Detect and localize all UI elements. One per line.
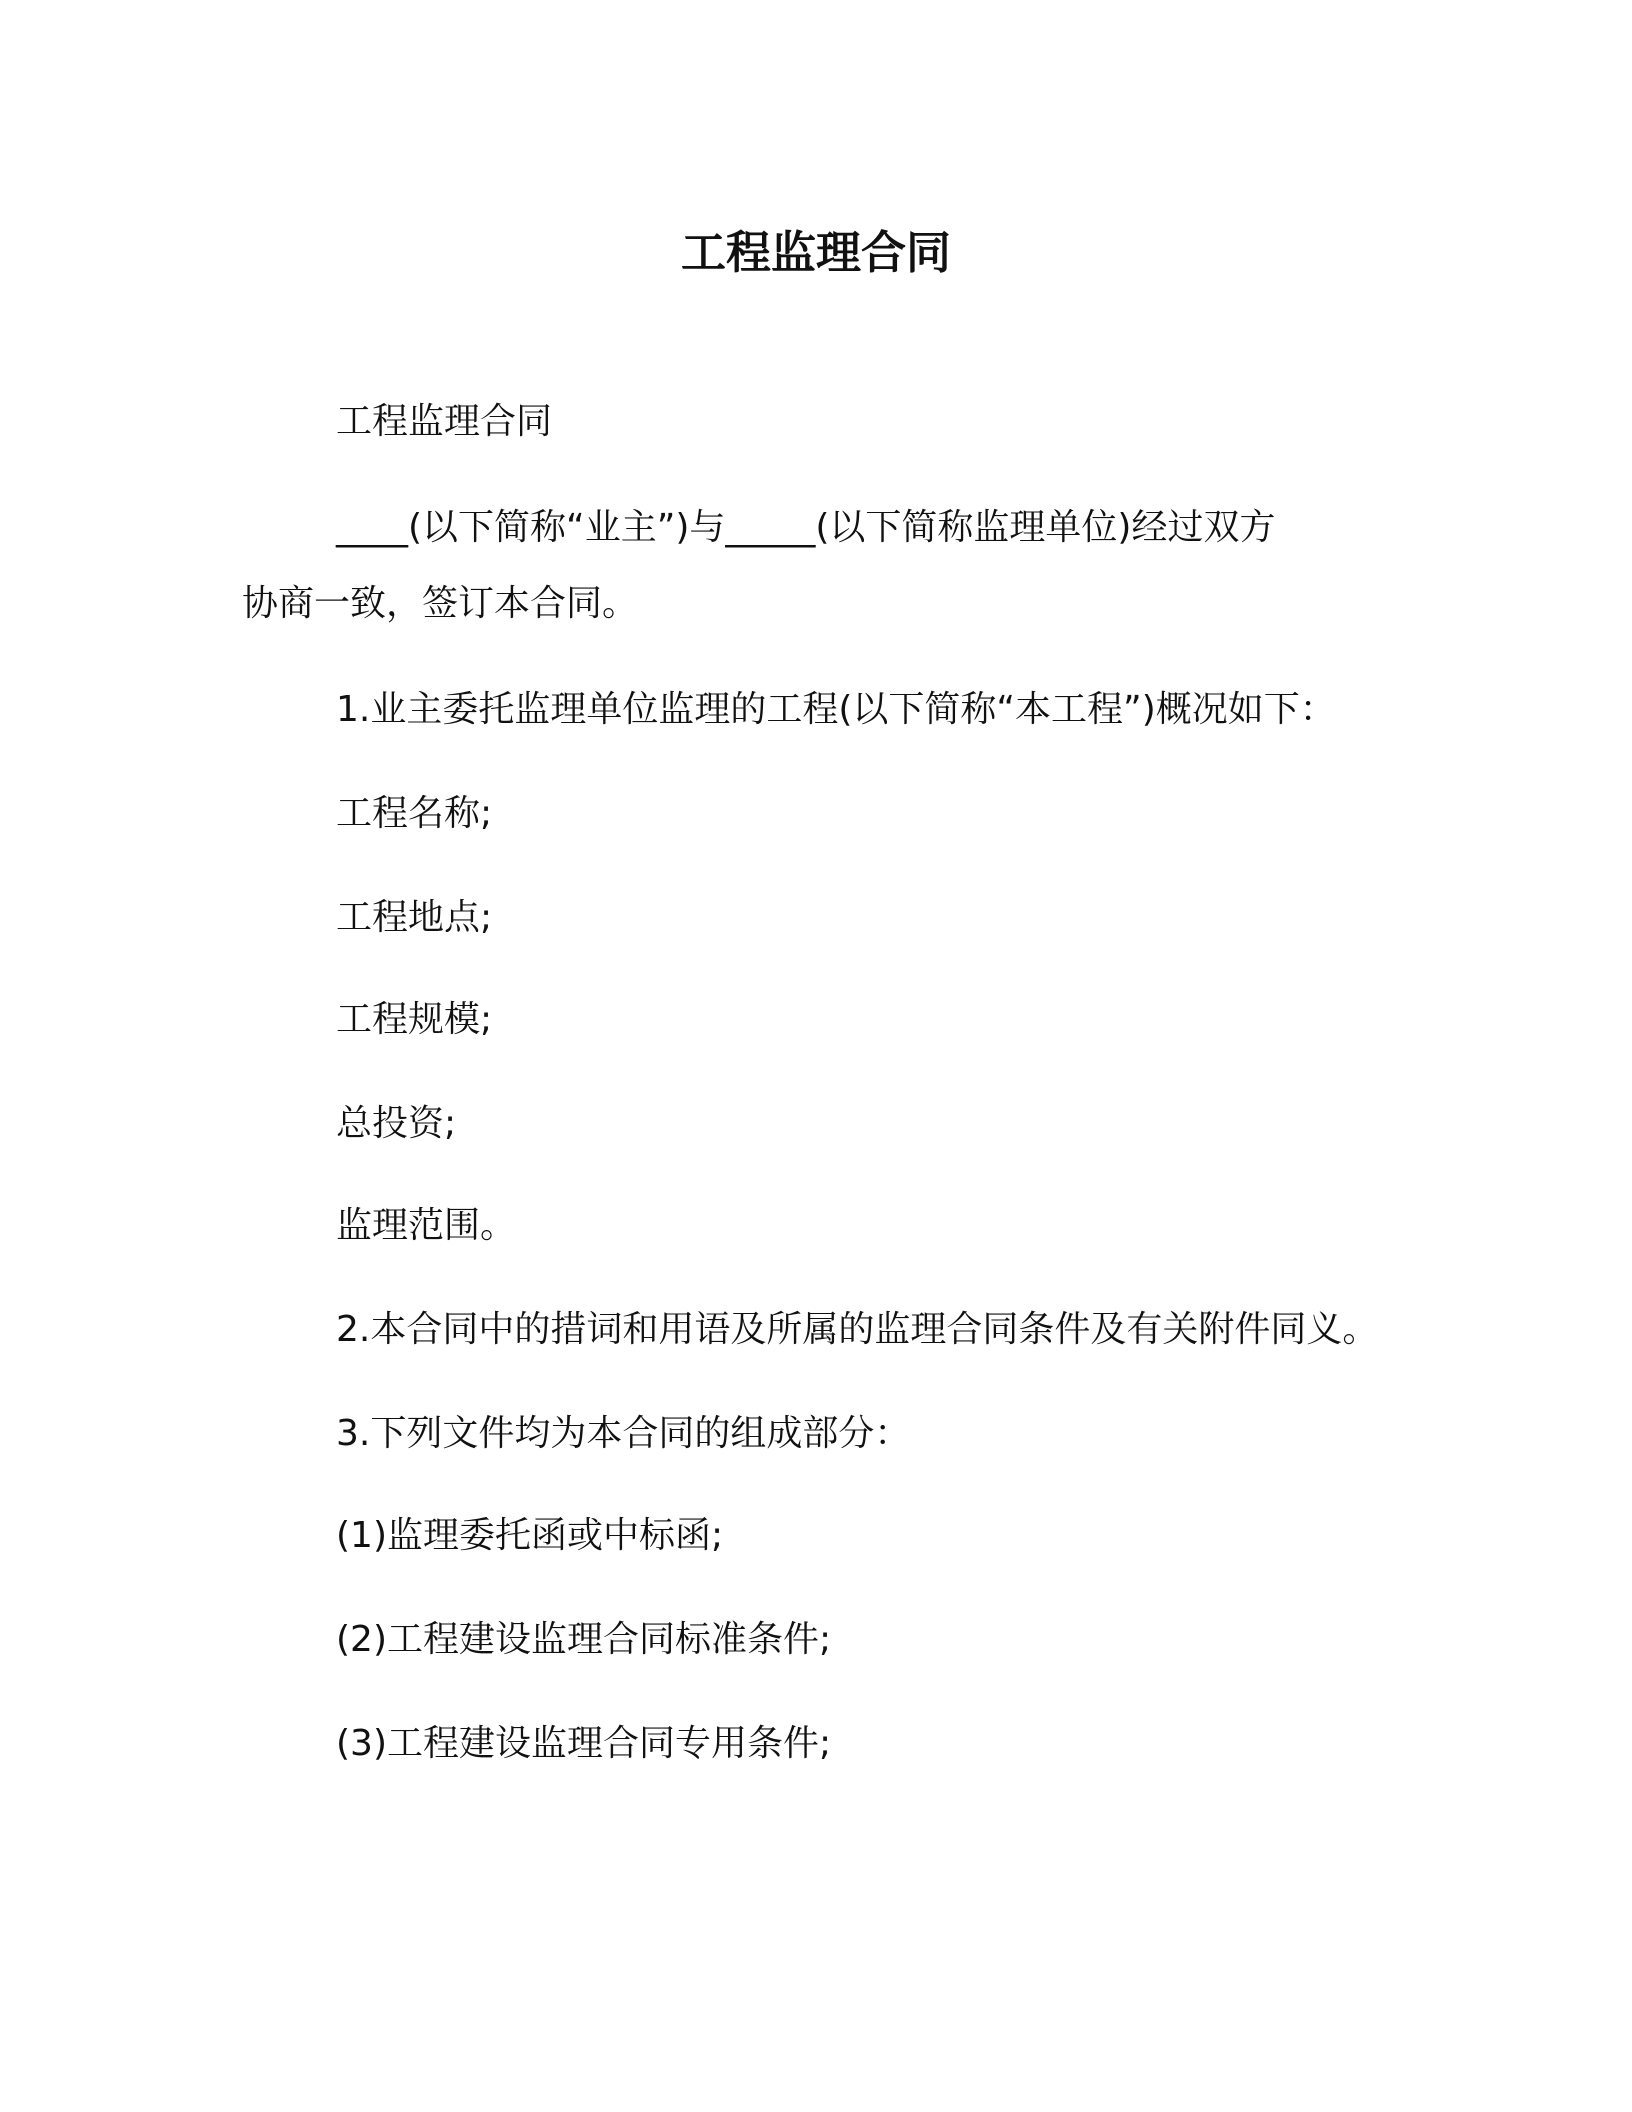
intro-line-2: 协商一致，签订本合同。 xyxy=(242,583,639,624)
intro-paragraph xyxy=(242,490,1392,642)
supervision-scope-line: 监理范围。 xyxy=(336,1205,517,1246)
clause-3-sub-2: (2)工程建设监理合同标准条件; xyxy=(336,1619,832,1660)
total-investment-line: 总投资; xyxy=(336,1103,457,1144)
clause-3: 3.下列文件均为本合同的组成部分： xyxy=(336,1413,911,1454)
project-location-line: 工程地点; xyxy=(336,897,493,938)
contract-heading: 工程监理合同 xyxy=(336,401,553,442)
clause-3-sub-1: (1)监理委托函或中标函; xyxy=(336,1515,724,1556)
document-title: 工程监理合同 xyxy=(680,226,951,279)
project-scale-line: 工程规模; xyxy=(336,999,493,1040)
clause-2: 2.本合同中的措词和用语及所属的监理合同条件及有关附件同义。 xyxy=(336,1309,1379,1350)
project-name-line: 工程名称; xyxy=(336,793,493,834)
intro-line-1: ____(以下简称“业主”)与_____(以下简称监理单位)经过双方 xyxy=(336,507,1276,548)
clause-3-sub-3: (3)工程建设监理合同专用条件; xyxy=(336,1723,832,1764)
clause-1: 1.业主委托监理单位监理的工程(以下简称“本工程”)概况如下： xyxy=(336,689,1336,730)
